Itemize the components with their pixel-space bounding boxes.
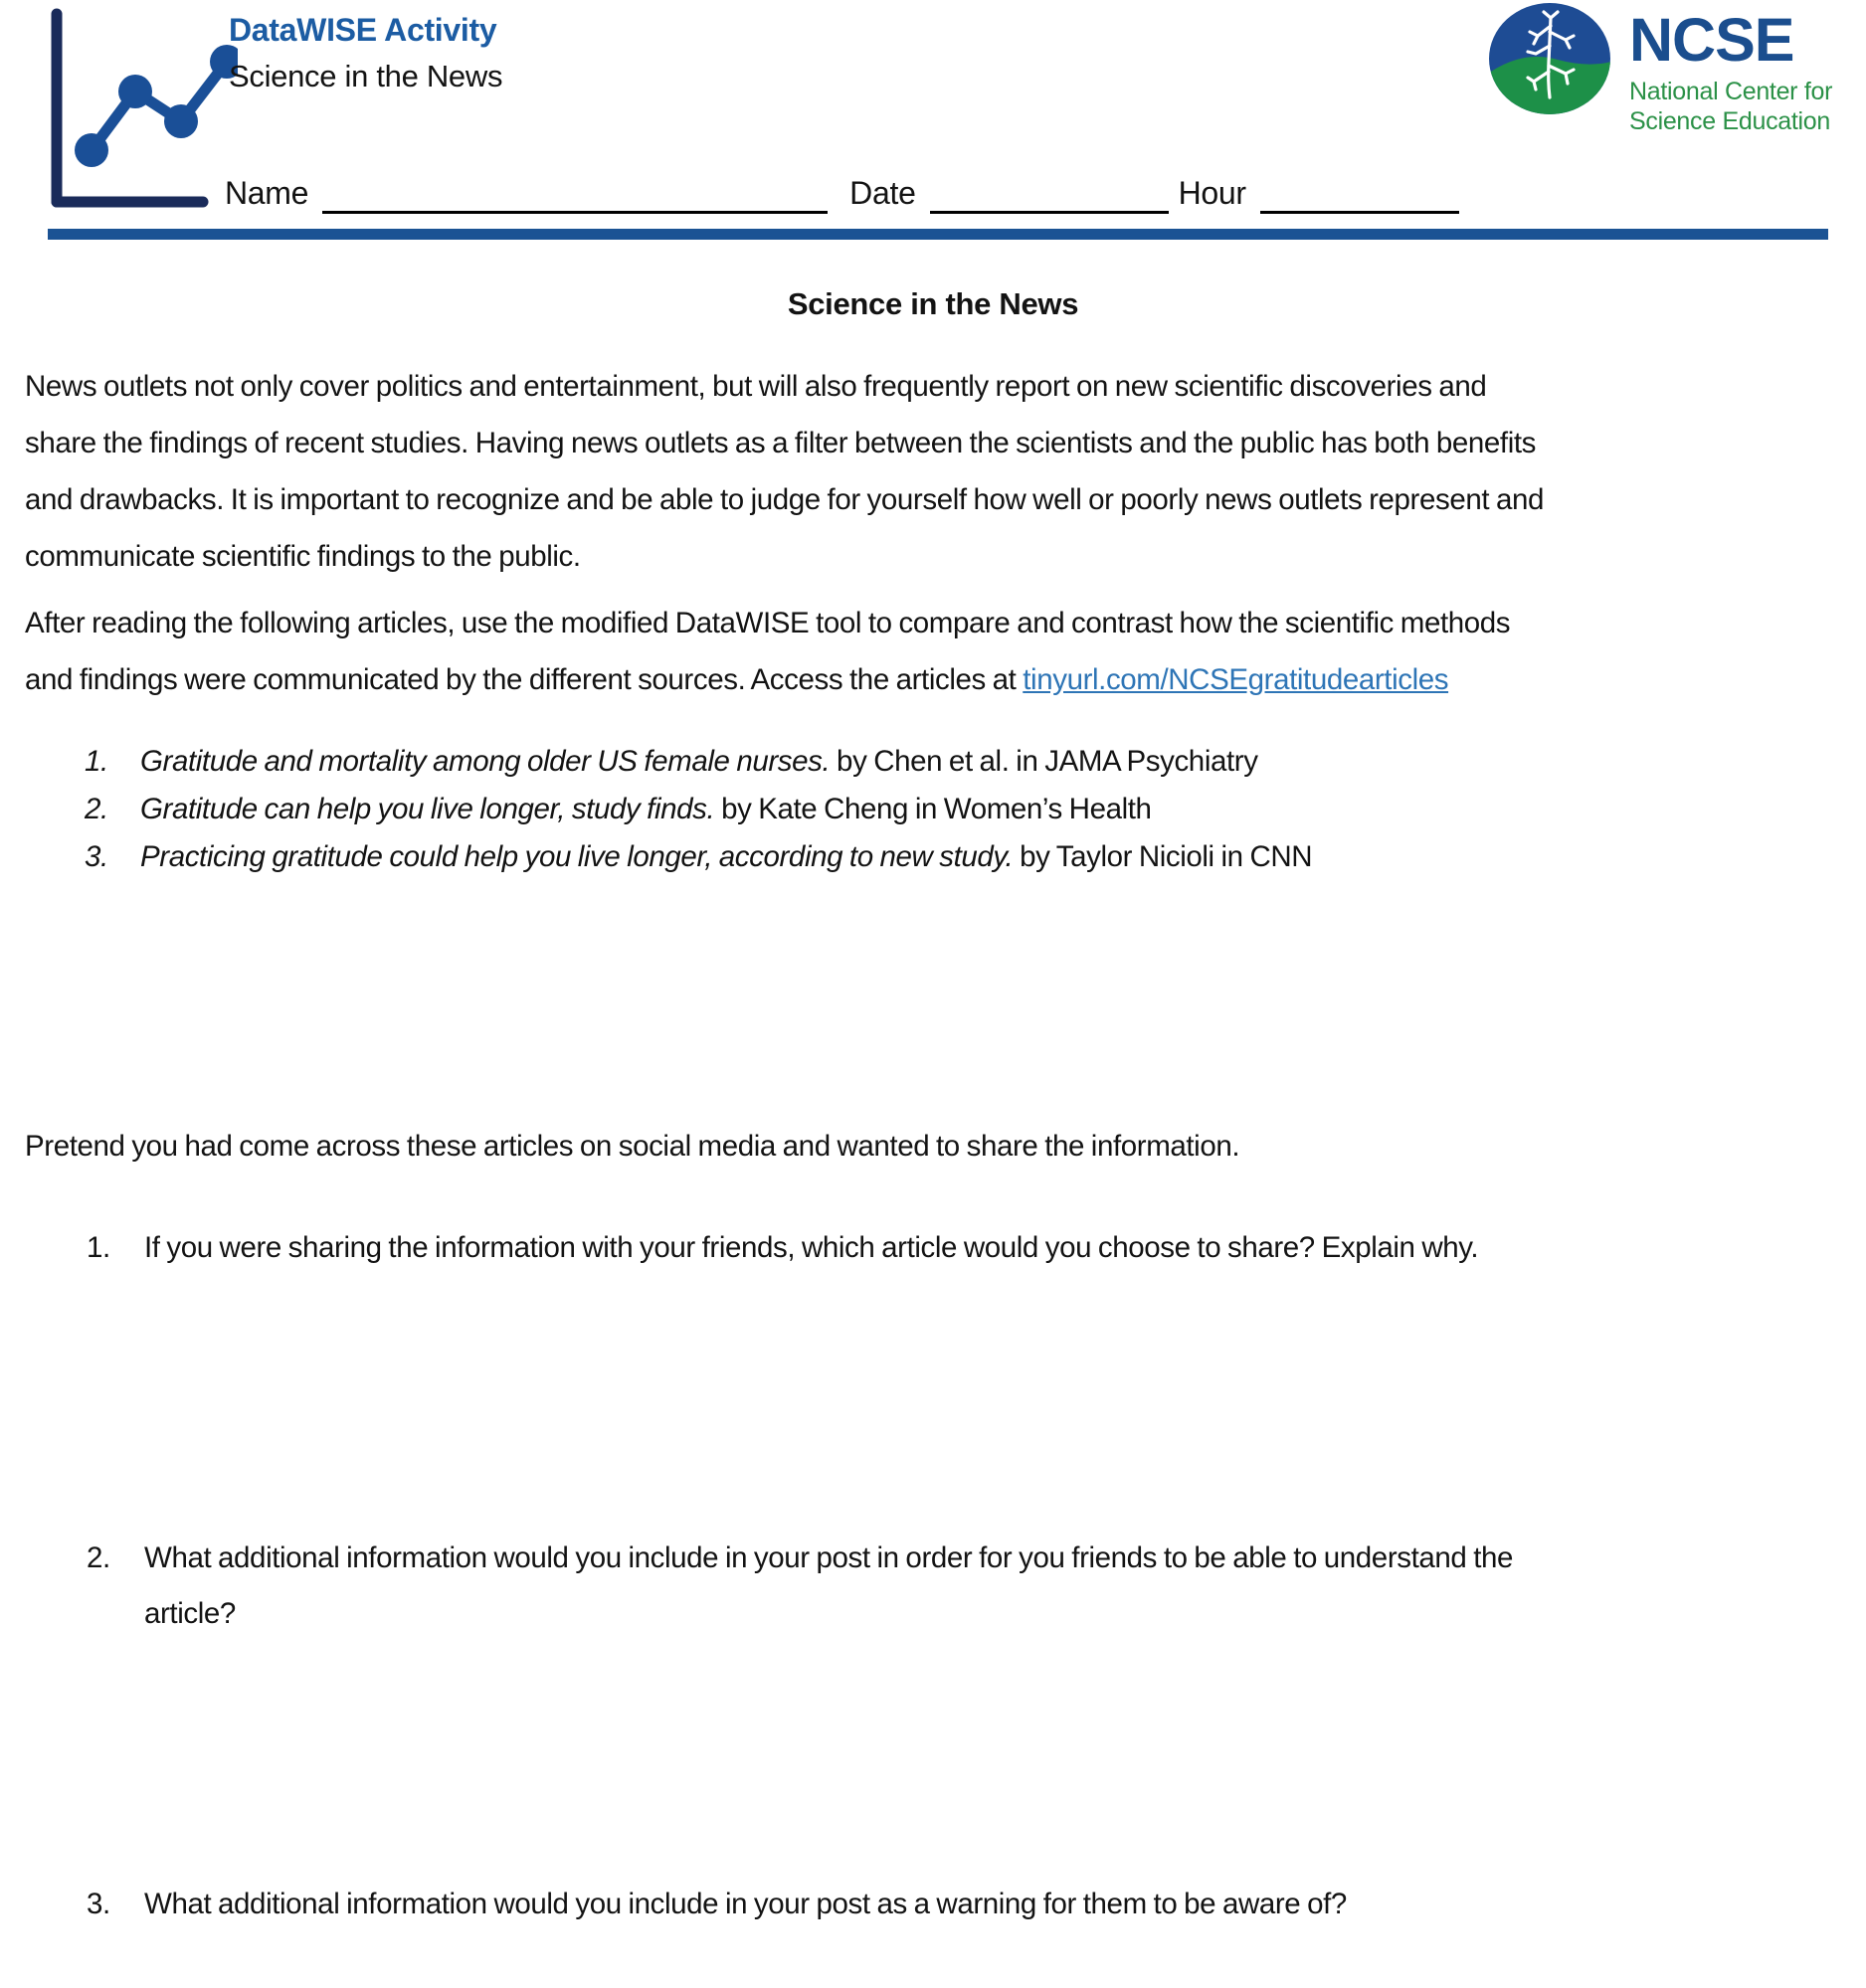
ncse-acronym: NCSE	[1629, 6, 1794, 74]
instructions-paragraph	[25, 595, 1562, 708]
instructions-text: After reading the following articles, use the modified DataWISE tool to compare and contrast how the scientific methods and findings were communicated by the different sources. Access the articles at	[25, 607, 1511, 696]
question-number: 3.	[87, 1888, 110, 1920]
article-attribution: by Taylor Nicioli in CNN	[1013, 840, 1313, 873]
list-item	[85, 833, 1676, 881]
question-1	[87, 1220, 1866, 1276]
question-number: 1.	[87, 1231, 110, 1264]
article-list	[0, 738, 1866, 881]
header-titles	[229, 12, 502, 94]
date-label: Date	[849, 175, 916, 211]
article-title: Gratitude and mortality among older US female nurses.	[140, 745, 831, 778]
question-number: 2.	[87, 1541, 110, 1574]
page-title: Science in the News	[787, 286, 1079, 321]
article-entry	[140, 786, 1152, 833]
article-entry	[140, 833, 1312, 881]
question-3	[87, 1877, 1866, 1932]
question-text: What additional information would you include in your post in order for you friends to be able to understand the article?	[144, 1541, 1514, 1630]
list-item	[85, 786, 1676, 833]
ncse-wordmark	[1629, 6, 1833, 136]
article-title: Gratitude can help you live longer, study finds.	[140, 793, 715, 825]
line-chart-icon	[24, 4, 238, 215]
name-label: Name	[225, 175, 309, 211]
page-header	[0, 0, 1866, 227]
article-number: 3.	[85, 840, 108, 873]
intro-paragraph: News outlets not only cover politics and entertainment, but will also frequently report on new scientific discoveries and share the findings of recent studies. Having news outlets as a filter between the scientists and the public has both benefits and drawbacks. It is important to recognize and be able to judge for yourself how well or poorly news outlets represent and communicate scientific findings to the public.	[25, 370, 1544, 573]
scenario-paragraph: Pretend you had come across these articles on social media and wanted to share the information.	[25, 1130, 1240, 1163]
article-number: 2.	[85, 793, 108, 825]
article-title: Practicing gratitude could help you live longer, according to new study.	[140, 840, 1014, 873]
article-attribution: by Kate Cheng in Women’s Health	[714, 793, 1152, 825]
ncse-name-line2: Science Education	[1629, 107, 1830, 135]
question-text: If you were sharing the information with your friends, which article would you choose to share? Explain why.	[144, 1231, 1479, 1264]
header-divider	[48, 229, 1828, 240]
activity-subtitle: Science in the News	[229, 59, 503, 93]
article-number: 1.	[85, 745, 108, 778]
ncse-globe-icon	[1488, 2, 1611, 115]
article-entry	[140, 738, 1258, 786]
hour-label: Hour	[1178, 175, 1246, 211]
name-blank-line	[322, 177, 828, 214]
student-info-row	[225, 175, 1459, 214]
activity-title: DataWISE Activity	[229, 12, 497, 48]
list-item	[85, 738, 1676, 786]
articles-link[interactable]: tinyurl.com/NCSEgratitudearticles	[1023, 663, 1449, 696]
question-text: What additional information would you include in your post as a warning for them to be aware of?	[144, 1888, 1347, 1920]
ncse-name-line1: National Center for	[1629, 78, 1833, 105]
hour-blank-line	[1260, 177, 1459, 214]
question-2	[87, 1531, 1866, 1642]
date-blank-line	[930, 177, 1169, 214]
article-attribution: by Chen et al. in JAMA Psychiatry	[830, 745, 1258, 778]
worksheet-body	[0, 240, 1866, 1932]
